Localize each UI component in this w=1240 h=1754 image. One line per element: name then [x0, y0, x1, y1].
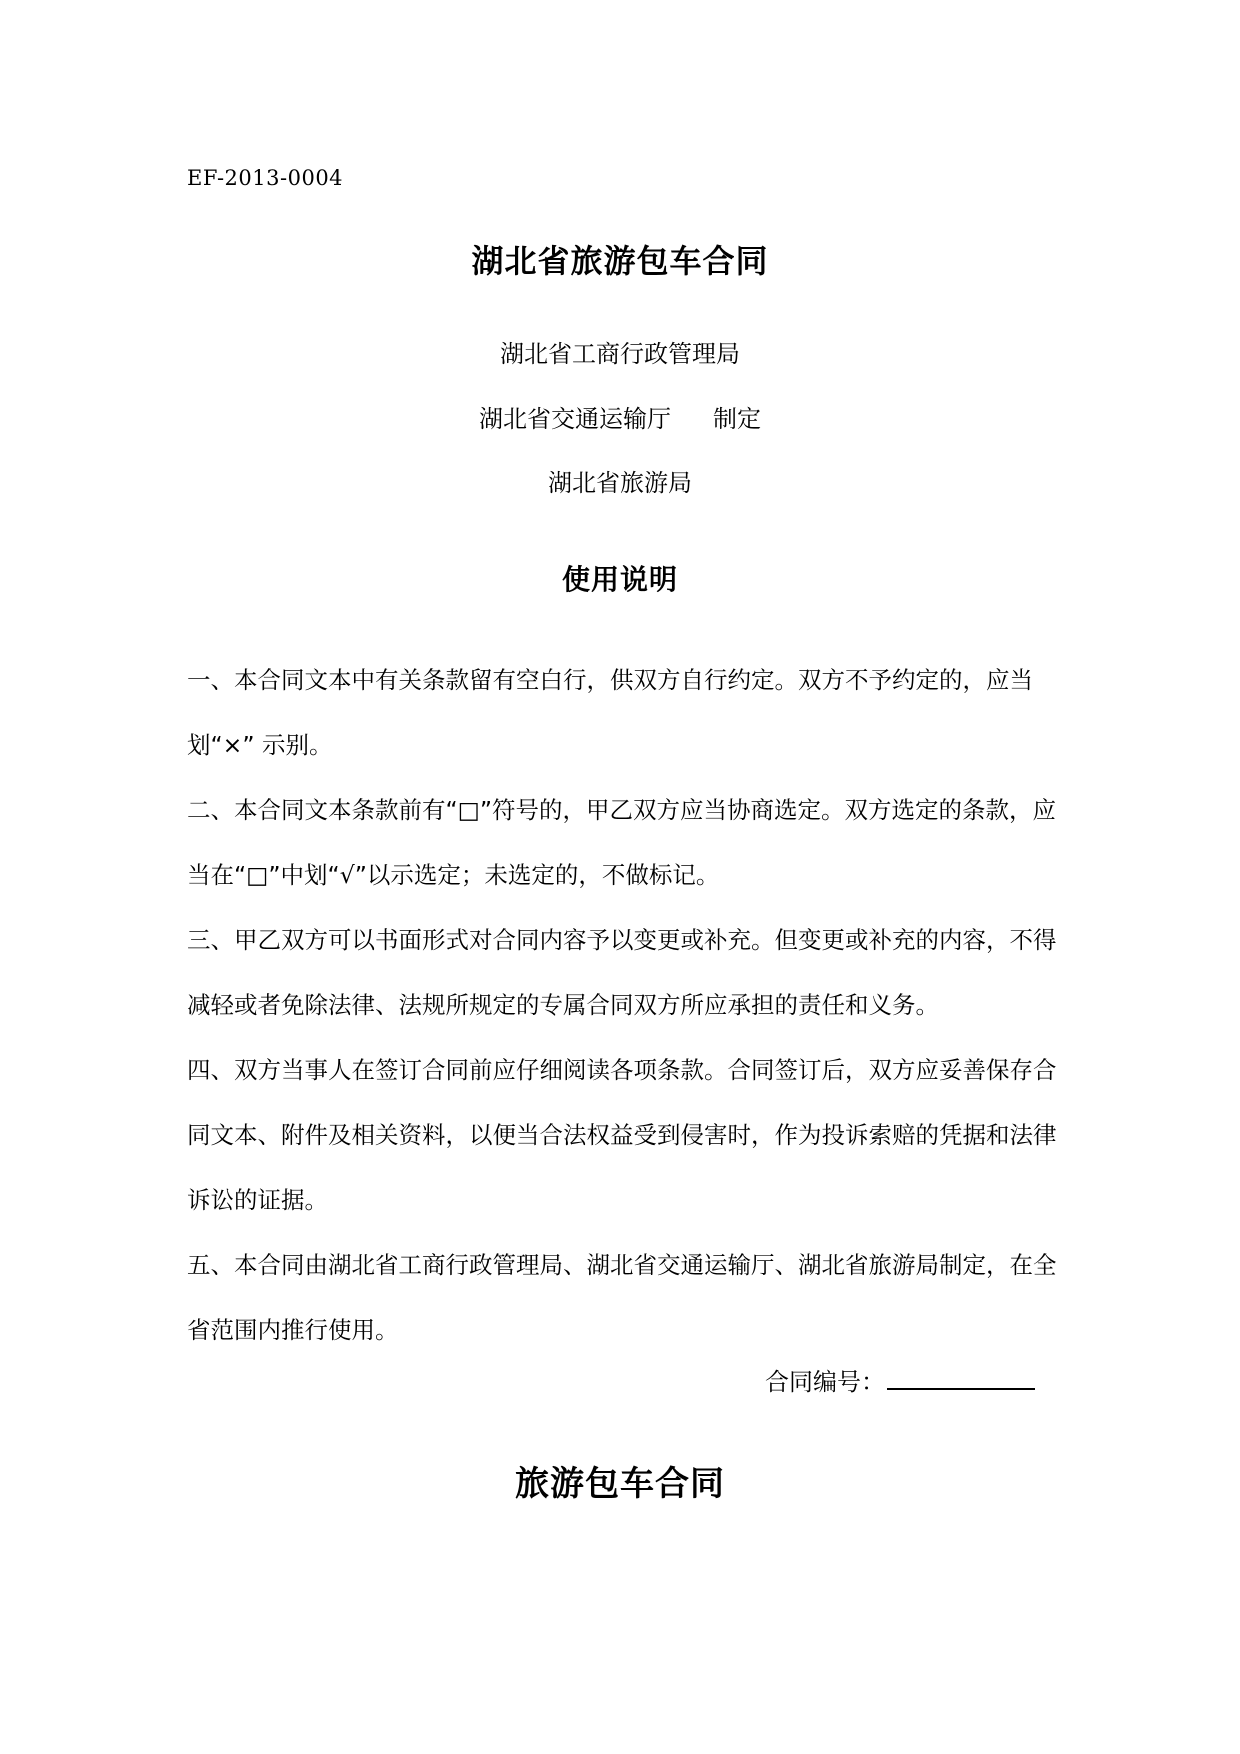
instructions-heading: 使用说明 — [561, 563, 678, 596]
instruction-item-3: 三、甲乙双方可以书面形式对合同内容予以变更或补充。但变更或补充的内容，不得减轻或者免除法律、法规所规定的专属合同双方所应承担的责任和义务。 — [187, 926, 1057, 1019]
issuer-line-3: 湖北省旅游局 — [548, 469, 692, 497]
instructions-list — [187, 648, 1077, 1363]
document-code: EF-2013-0004 — [187, 166, 344, 190]
document-title: 湖北省旅游包车合同 — [471, 242, 769, 280]
instruction-item-4: 四、双方当事人在签订合同前应仔细阅读各项条款。合同签订后，双方应妥善保存合同文本、附件及相关资料，以便当合法权益受到侵害时，作为投诉索赔的凭据和法律诉讼的证据。 — [187, 1056, 1057, 1214]
contract-number-blank[interactable] — [887, 1368, 1035, 1390]
contract-number — [765, 1362, 1035, 1397]
issuer-formulated-label: 制定 — [713, 405, 761, 433]
instruction-item-2: 二、本合同文本条款前有“□”符号的，甲乙双方应当协商选定。双方选定的条款，应当在“□”中划“√”以示选定；未选定的，不做标记。 — [187, 796, 1057, 889]
issuer-line-2-name: 湖北省交通运输厅 — [479, 405, 671, 433]
contract-number-label: 合同编号： — [765, 1368, 885, 1396]
issuer-line-2 — [0, 399, 1240, 434]
instruction-item-5: 五、本合同由湖北省工商行政管理局、湖北省交通运输厅、湖北省旅游局制定，在全省范围内推行使用。 — [187, 1251, 1057, 1344]
issuer-line-1: 湖北省工商行政管理局 — [500, 340, 740, 368]
contract-title: 旅游包车合同 — [515, 1464, 725, 1504]
instruction-item-1: 一、本合同文本中有关条款留有空白行，供双方自行约定。双方不予约定的，应当划“×” 示别。 — [187, 666, 1033, 759]
